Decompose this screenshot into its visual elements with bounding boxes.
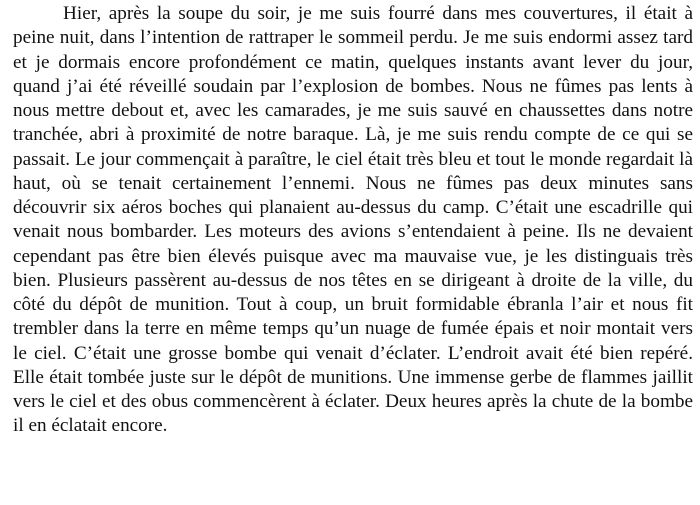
body-paragraph: Hier, après la soupe du soir, je me suis fourré dans mes couvertures, il était à peine nuit, dans l’intention de rattraper le sommeil perdu. Je me suis endormi assez tard et je dormais encore profondément ce matin, quelques instants avant lever du jour, quand j’ai été réveillé soudain par l’explosion de bombes. Nous ne fûmes pas lents à nous mettre debout et, avec les camarades, je me suis sauvé en chaussettes dans notre tranchée, abri à proximité de notre baraque. Là, je me suis rendu compte de ce qui se passait. Le jour commençait à paraître, le ciel était très bleu et tout le monde regardait là haut, où se tenait certainement l’ennemi. Nous ne fûmes pas deux minutes sans découvrir six aéros boches qui planaient au-dessus du camp. C’était une escadrille qui venait nous bombarder. Les moteurs des avions s’entendaient à peine. Ils ne devaient cependant pas être bien élevés puisque avec ma mauvaise vue, je les distinguais très bien. Plusieurs passèrent au-dessus de nos têtes en se dirigeant à droite de la ville, du côté du dépôt de munition. Tout à coup, un bruit formidable ébranla l’air et nous fit trembler dans la terre en même temps qu’un nuage de fumée épais et noir montait vers le ciel. C’était une grosse bombe qui venait d’éclater. L’endroit avait été bien repéré. Elle était tombée juste sur le dépôt de munitions. Une immense gerbe de flammes jaillit vers le ciel et des obus commencèrent à éclater. Deux heures après la chute de la bombe il en éclatait encore.: [13, 3, 693, 437]
